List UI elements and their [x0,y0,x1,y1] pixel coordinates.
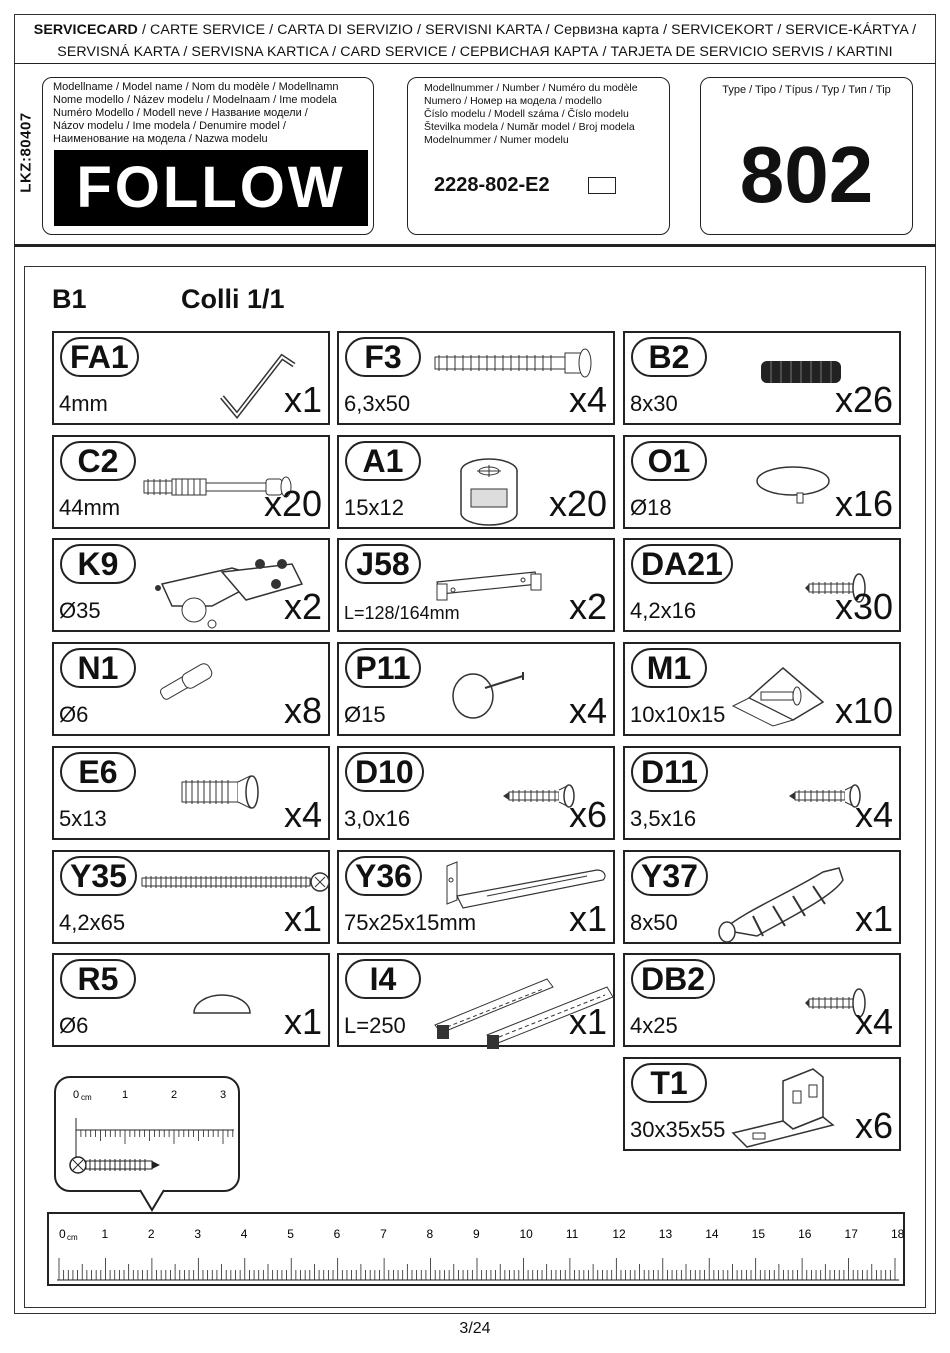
part-c2 [52,435,330,529]
part-quantity: x2 [568,586,607,628]
part-code: P11 [345,648,421,688]
part-dimension: 75x25x15mm [344,909,477,935]
small-ruler-icon [56,1078,238,1190]
ruler-label: 16 [798,1227,812,1241]
page-number: 3/24 [459,1320,491,1337]
lkz-code: LKZ:80407 [17,112,35,193]
part-code: K9 [60,544,136,584]
ruler-label: 7 [380,1227,387,1241]
ruler-unit: cm [67,1233,78,1242]
part-code: B2 [631,337,707,377]
part-b2 [623,331,901,425]
part-p11 [337,642,615,736]
small-ruler-label: 1 [122,1089,129,1101]
part-quantity: x4 [283,793,322,835]
type-label: Type / Tipo / Típus / Typ / Тип / Tip [722,84,891,96]
part-j58 [337,538,615,632]
part-dimension: 5x13 [59,805,107,831]
part-n1 [52,642,330,736]
part-quantity: x20 [548,482,607,524]
ruler-label: 11 [565,1227,579,1241]
part-dimension: 30x35x55 [630,1116,726,1142]
part-dimension: L=128/164mm [344,603,460,624]
part-dimension: 4,2x65 [59,909,126,935]
part-code: Y36 [345,856,422,896]
ruler-label: 2 [147,1227,155,1241]
section-id: B1 [52,284,87,314]
part-dimension: 4mm [59,391,108,416]
ruler-label: 18 [891,1227,905,1241]
small-ruler-label: 2 [171,1089,178,1101]
part-dimension: 3,5x16 [630,805,697,831]
type-value: 802 [739,130,874,219]
part-quantity: x30 [834,586,893,628]
part-code: T1 [631,1063,707,1103]
part-code: C2 [60,441,136,481]
part-a1 [337,435,615,529]
part-i4 [337,953,615,1047]
ruler-label: 1 [101,1227,109,1241]
part-code: M1 [631,648,707,688]
part-code: A1 [345,441,421,481]
part-code: J58 [345,544,421,584]
part-d10 [337,746,615,840]
model-number-checkbox[interactable] [588,177,616,194]
ruler-label: 0 [59,1227,66,1241]
part-dimension: 4,2x16 [630,598,697,624]
model-name-labels: Modellname / Model name / Nom du modèle / Modellnamn Nome modello / Název modelu / Modelnaam / Ime modela Numéro Modello / Modell neve / Название модели / Názov modelu / Ime modela / Denumire model / Наименование на модела / Nazwa modelu [53,81,339,145]
part-dimension: 44mm [59,494,121,520]
part-m1 [623,642,901,736]
part-da21 [623,538,901,632]
part-quantity: x4 [568,690,607,732]
part-quantity: x4 [854,1001,893,1043]
part-code: F3 [345,337,421,377]
part-quantity: x1 [568,897,607,939]
part-dimension: Ø6 [59,702,89,728]
ruler-label: 6 [333,1227,341,1241]
part-db2 [623,953,901,1047]
bubble-pointer [138,1188,168,1214]
part-quantity: x6 [854,1104,893,1146]
part-dimension: 3,0x16 [344,805,411,831]
part-y35 [52,850,330,944]
part-quantity: x1 [283,1001,322,1043]
part-dimension: 15x12 [344,494,404,520]
part-dimension: 4x25 [630,1013,678,1039]
part-quantity: x26 [834,379,893,420]
part-t1 [623,1057,901,1151]
part-y36 [337,850,615,944]
part-y37 [623,850,901,944]
part-quantity: x20 [263,482,322,524]
part-quantity: x4 [568,379,607,420]
header-line1: / CARTE SERVICE / CARTA DI SERVIZIO / SERVISNI KARTA / Сервизна карта / SERVICEKORT / SERVICE-KÁRTYA / [137,22,917,38]
small-ruler-label: 0 [73,1089,80,1101]
ruler-scale-icon [49,1214,903,1284]
small-ruler-label: 3 [220,1089,227,1101]
small-ruler-unit: cm [81,1093,92,1102]
part-dimension: Ø6 [59,1013,89,1039]
part-quantity: x1 [283,379,322,420]
part-dimension: 10x10x15 [630,702,726,728]
part-code: D11 [631,752,708,792]
part-dimension: Ø15 [344,702,386,728]
model-number-labels: Modellnummer / Number / Numéro du modèle Numero / Номер на модела / modello Číslo modelu / Modell száma / Číslo modelu Številka modela / Număr model / Broj modela Modelnummer / Numer modelu [424,82,638,146]
part-code: D10 [345,752,424,792]
ruler-label: 13 [658,1227,673,1241]
part-code: DA21 [631,544,733,584]
part-dimension: Ø18 [630,494,672,520]
part-quantity: x1 [854,897,893,939]
header-servicecard: SERVICECARD [33,22,138,38]
ruler-label: 17 [844,1227,858,1241]
ruler-label: 8 [426,1227,434,1241]
part-quantity: x1 [283,897,322,939]
model-number-value: 2228-802-E2 [434,174,550,196]
part-o1 [623,435,901,529]
part-r5 [52,953,330,1047]
part-k9 [52,538,330,632]
part-quantity: x6 [568,793,607,835]
part-code: R5 [60,959,136,999]
ruler-label: 12 [612,1227,626,1241]
part-code: O1 [631,441,707,481]
part-quantity: x1 [568,1001,607,1043]
part-quantity: x8 [283,690,322,732]
measuring-ruler [47,1212,905,1286]
part-f3 [337,331,615,425]
part-quantity: x10 [834,690,893,732]
ruler-label: 15 [751,1227,766,1241]
part-quantity: x16 [834,482,893,524]
part-fa1 [52,331,330,425]
part-dimension: L=250 [344,1013,406,1039]
model-name-box [42,77,374,235]
part-code: Y35 [60,856,137,896]
ruler-label: 10 [519,1227,533,1241]
header-bottom-rule [14,244,936,247]
part-code: I4 [345,959,421,999]
ruler-label: 5 [287,1227,294,1241]
part-dimension: 8x30 [630,391,678,416]
section-colli: Colli 1/1 [181,284,285,314]
ruler-label: 3 [194,1227,202,1241]
part-code: E6 [60,752,136,792]
part-code: N1 [60,648,136,688]
screw-measure-bubble [54,1076,240,1192]
header-titles [16,19,934,63]
part-dimension: 6,3x50 [344,391,411,416]
part-code: FA1 [60,337,139,377]
header-divider [14,63,936,64]
ruler-label: 14 [705,1227,719,1241]
header-line2: SERVISNÁ KARTA / SERVISNA KARTICA / CARD SERVICE / СЕРВИСНАЯ КАРТА / TARJETA DE SERVICIO SERVIS / KARTINI [57,44,893,60]
type-box [700,77,913,235]
part-quantity: x4 [854,793,893,835]
ruler-label: 4 [240,1227,248,1241]
part-code: Y37 [631,856,708,896]
part-code: DB2 [631,959,715,999]
part-d11 [623,746,901,840]
part-dimension: 8x50 [630,909,678,935]
part-quantity: x2 [283,586,322,628]
model-name-value: FOLLOW [54,150,368,226]
model-number-box [407,77,670,235]
part-e6 [52,746,330,840]
ruler-label: 9 [473,1227,480,1241]
part-dimension: Ø35 [59,598,101,624]
